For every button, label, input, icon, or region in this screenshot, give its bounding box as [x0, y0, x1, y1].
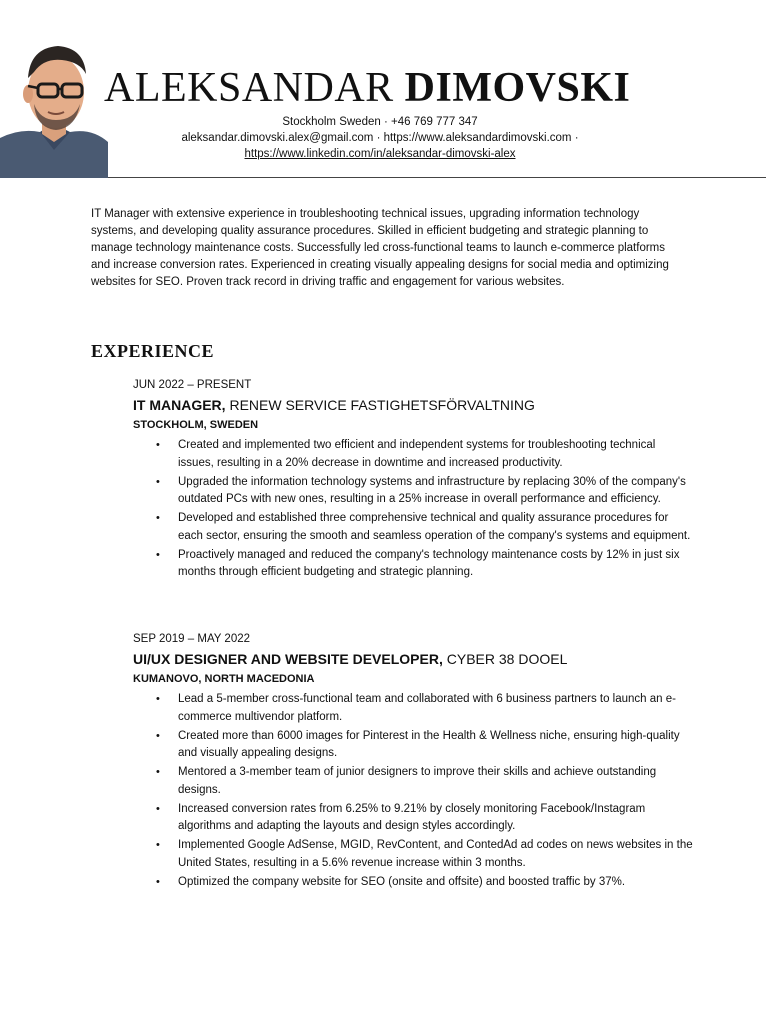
contact-location-phone: Stockholm Sweden · +46 769 777 347 — [282, 116, 478, 128]
job-company: RENEW SERVICE FASTIGHETSFÖRVALTNING — [229, 397, 535, 413]
bullet-icon: • — [156, 839, 160, 851]
last-name: DIMOVSKI — [404, 65, 631, 111]
bullet-icon: • — [156, 548, 160, 561]
job-title-line — [133, 395, 693, 415]
bullet-icon: • — [156, 875, 160, 888]
candidate-name — [104, 64, 704, 112]
list-item: • Optimized the company website for SEO (onsite and offsite) and boosted traffic by 37%. — [178, 874, 693, 892]
list-item: • Implemented Google AdSense, MGID, RevContent, and ContedAd ad codes on news websites in the United States, resulting in a 5.6% revenue increase within 3 months. — [156, 839, 693, 869]
job-bullet-list — [133, 691, 693, 891]
job-location: KUMANOVO, NORTH MACEDONIA — [133, 673, 315, 685]
bullet-icon: • — [156, 475, 160, 488]
list-item: • Upgraded the information technology systems and infrastructure by replacing 30% of the company's outdated PCs with new ones, resulting in a 25% increase in overall performance and efficiency. — [156, 475, 686, 505]
job-entry-ui-ux-designer — [133, 631, 693, 893]
list-item: • Created more than 6000 images for Pinterest in the Health & Wellness niche, ensuring high-quality and visually appealing designs. — [156, 729, 680, 759]
bullet-icon: • — [156, 512, 160, 524]
job-title: IT MANAGER, — [133, 397, 226, 413]
linkedin-link[interactable]: https://www.linkedin.com/in/aleksandar-dimovski-alex — [244, 148, 516, 160]
bullet-icon: • — [156, 693, 160, 705]
experience-heading: EXPERIENCE — [91, 341, 215, 361]
job-entry-it-manager — [133, 377, 693, 583]
job-dates: SEP 2019 – MAY 2022 — [133, 633, 251, 645]
list-item: • Proactively managed and reduced the company's technology maintenance costs by 12% in just six months through efficient budgeting and strategic planning. — [156, 548, 680, 578]
job-company: CYBER 38 DOOEL — [446, 651, 568, 667]
list-item: • Increased conversion rates from 6.25% to 9.21% by closely monitoring Facebook/Instagram algorithms and adapting the layouts and design styles accordingly. — [156, 802, 646, 832]
bullet-icon: • — [156, 439, 160, 451]
bullet-icon: • — [156, 729, 160, 742]
profile-photo — [0, 28, 108, 178]
list-item: • Developed and established three comprehensive technical and quality assurance procedures for each sector, ensuring the smooth and seamless operation of the company's systems and equipment. — [156, 512, 691, 542]
header-divider — [108, 177, 766, 178]
job-location: STOCKHOLM, SWEDEN — [133, 419, 259, 431]
professional-summary: IT Manager with extensive experience in troubleshooting technical issues, upgrading information technology systems, and developing quality assurance procedures. Skilled in efficient budgeting and strategic planning to manage technology maintenance costs. Successfully led cross-functional teams to launch e-commerce platforms and increase conversion rates. Experienced in creating visually appealing designs for social media and optimizing websites for SEO. Proven track record in driving traffic and engagement for various websites. — [91, 208, 669, 288]
job-title-line — [133, 649, 693, 669]
bullet-icon: • — [156, 766, 160, 778]
job-title: UI/UX DESIGNER AND WEBSITE DEVELOPER, — [133, 651, 443, 667]
contact-info — [110, 114, 650, 162]
job-dates: JUN 2022 – PRESENT — [133, 379, 252, 391]
list-item: • Lead a 5-member cross-functional team and collaborated with 6 business partners to launch an e-commerce multivendor platform. — [156, 693, 676, 723]
bullet-icon: • — [156, 802, 160, 815]
list-item: • Mentored a 3-member team of junior designers to improve their skills and achieve outstanding designs. — [156, 766, 657, 796]
job-bullet-list — [133, 437, 693, 582]
list-item: • Created and implemented two efficient and independent systems for troubleshooting technical issues, resulting in a 20% decrease in downtime and increased productivity. — [156, 439, 656, 469]
first-name: ALEKSANDAR — [104, 65, 394, 111]
contact-email-website: aleksandar.dimovski.alex@gmail.com · https://www.aleksandardimovski.com · — [181, 132, 579, 144]
